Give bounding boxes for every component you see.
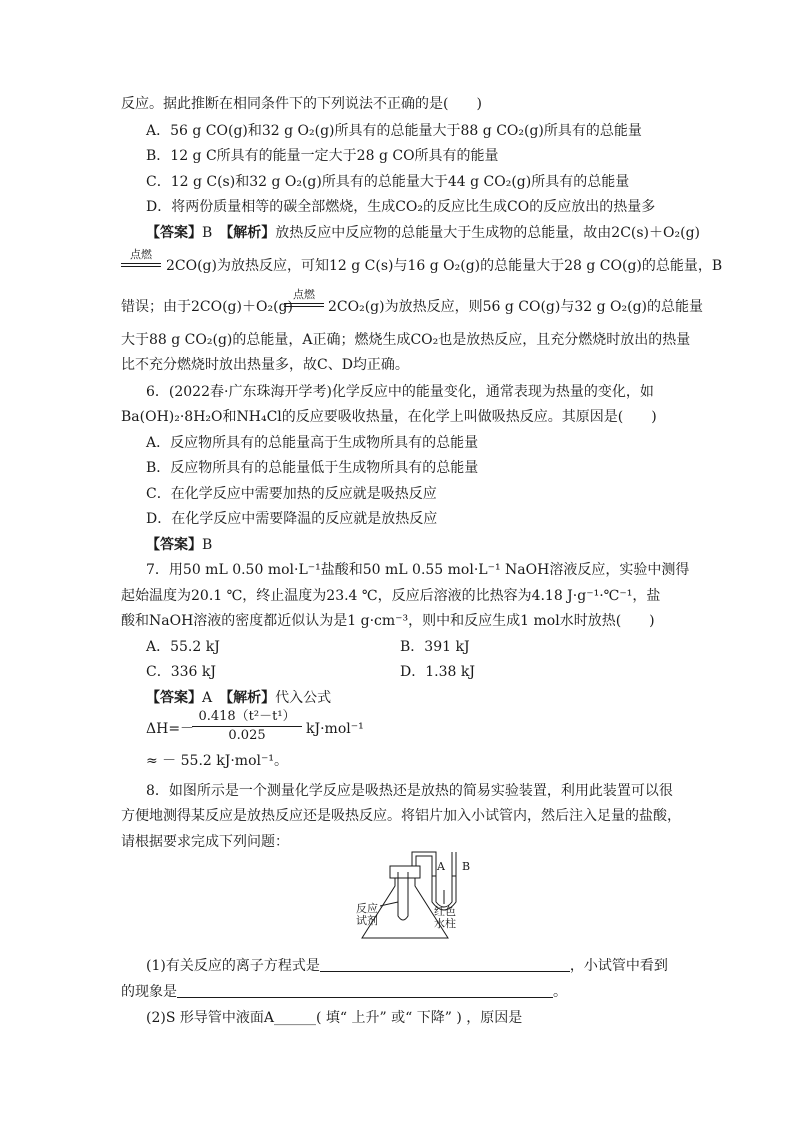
answer-tag: 【答案】 — [146, 537, 202, 553]
q5-answer-line — [146, 223, 706, 243]
q5-condition-2: 点燃 — [284, 286, 324, 307]
answer-tag: 【答案】 — [146, 225, 202, 241]
stopper — [390, 866, 420, 878]
q7-answer-line — [146, 688, 706, 708]
q5-analysis-line-5: 比不充分燃烧时放出热量多，故C、D均正确。 — [121, 357, 409, 373]
q7-answer: A — [202, 690, 213, 706]
q6-option-d: D．在化学反应中需要降温的反应就是放热反应 — [146, 511, 438, 527]
q8-part-1-line-2: 的现象是 。 — [121, 984, 567, 1000]
answer-blank-equation[interactable] — [320, 957, 570, 972]
q6-answer-line — [146, 535, 706, 555]
q5-analysis-line-1: 放热反应中反应物的总能量大于生成物的总能量，故由2C(s)＋O₂(g) — [275, 225, 700, 241]
q6-option-a: A．反应物所具有的总能量高于生成物所具有的总能量 — [146, 435, 479, 451]
figure-label-b: B — [462, 860, 471, 873]
q7-option-d: D．1.38 kJ — [400, 664, 475, 680]
q6-answer: B — [202, 537, 213, 553]
q5-analysis-line-3b: 2CO₂(g)为放热反应，则56 g CO(g)与32 g O₂(g)的总能量 — [328, 299, 703, 315]
figure-label-reagent: 反应 试剂 — [356, 902, 378, 927]
apparatus-figure — [340, 846, 500, 946]
analysis-tag: 【解析】 — [226, 225, 276, 241]
q8-stem-line-1: 8．如图所示是一个测量化学反应是吸热还是放热的简易实验装置，利用此装置可以很 — [146, 783, 673, 799]
q8-stem-line-3: 请根据要求完成下列问题： — [121, 834, 289, 850]
answer-tag: 【答案】 — [146, 690, 202, 706]
figure-label-a: A — [437, 860, 445, 873]
q5-analysis-line-3a: 错误；由于2CO(g)＋O₂(g) — [121, 299, 293, 315]
q7-option-c: C．336 kJ — [146, 664, 216, 680]
q6-option-b: B．反应物所具有的总能量低于生成物所具有的总能量 — [146, 460, 479, 476]
q5-option-d: D．将两份质量相等的碳全部燃烧，生成CO₂的反应比生成CO的反应放出的热量多 — [146, 199, 656, 215]
q5-stem-tail: 反应。据此推断在相同条件下的下列说法不正确的是( ) — [121, 96, 482, 112]
q5-option-b: B．12 g C所具有的能量一定大于28 g CO所具有的能量 — [146, 148, 499, 164]
q7-analysis: 代入公式 — [275, 690, 332, 706]
q5-option-a: A．56 g CO(g)和32 g O₂(g)所具有的总能量大于88 g CO₂(g)所具有的总能量 — [146, 123, 642, 139]
analysis-tag: 【解析】 — [226, 690, 276, 706]
q6-stem-line-1: 6．(2022春·广东珠海开学考)化学反应中的能量变化，通常表现为热量的变化，如 — [146, 384, 654, 400]
q7-formula-numerator: 0.418（t²－t¹） — [192, 708, 302, 727]
q7-option-b: B．391 kJ — [400, 639, 470, 655]
q5-answer: B — [202, 225, 213, 241]
q7-stem-line-3: 酸和NaOH溶液的密度都近似认为是1 g·cm⁻³，则中和反应生成1 mol水时放热( ) — [121, 613, 655, 629]
q8-part-1-line-1: (1)有关反应的离子方程式是 ，小试管中看到 — [146, 958, 668, 974]
small-test-tube — [398, 872, 408, 920]
q5-option-c: C．12 g C(s)和32 g O₂(g)所具有的总能量大于44 g CO₂(g)所具有的总能量 — [146, 174, 630, 190]
q7-formula-lhs: ΔH=－ — [146, 721, 195, 737]
q5-analysis-line-2: 2CO(g)为放热反应，可知12 g C(s)与16 g O₂(g)的总能量大于28 g CO(g)的总能量，B — [166, 258, 723, 274]
q7-formula-fraction — [192, 708, 302, 745]
q6-stem-line-2: Ba(OH)₂·8H₂O和NH₄Cl的反应要吸收热量，在化学上叫做吸热反应。其原因是( ) — [121, 409, 657, 425]
q5-analysis-line-4: 大于88 g CO₂(g)的总能量，A正确；燃烧生成CO₂也是放热反应，且充分燃烧时放出的热量 — [121, 332, 691, 348]
q7-formula-denominator: 0.025 — [228, 728, 266, 743]
q7-formula-result: ≈ － 55.2 kJ·mol⁻¹。 — [146, 753, 288, 769]
q8-part-2: (2)S 形导管中液面A______( 填“ 上升” 或“ 下降” ) ，原因是 — [146, 1010, 523, 1026]
q7-stem-line-1: 7．用50 mL 0.50 mol·L⁻¹盐酸和50 mL 0.55 mol·L⁻¹ NaOH溶液反应，实验中测得 — [146, 562, 690, 578]
q7-option-a: A．55.2 kJ — [146, 639, 220, 655]
figure-label-water: 红色 水柱 — [434, 905, 456, 930]
q5-condition-1: 点燃 — [121, 246, 161, 267]
q8-stem-line-2: 方便地测得某反应是放热反应还是吸热反应。将铝片加入小试管内，然后注入足量的盐酸， — [121, 808, 681, 824]
q7-formula-unit: kJ·mol⁻¹ — [306, 721, 364, 737]
q7-stem-line-2: 起始温度为20.1 ℃，终止温度为23.4 ℃，反应后溶液的比热容为4.18 J·g⁻¹·℃⁻¹，盐 — [121, 588, 661, 604]
q6-option-c: C．在化学反应中需要加热的反应就是吸热反应 — [146, 486, 437, 502]
answer-blank-phenomenon[interactable] — [177, 983, 553, 998]
